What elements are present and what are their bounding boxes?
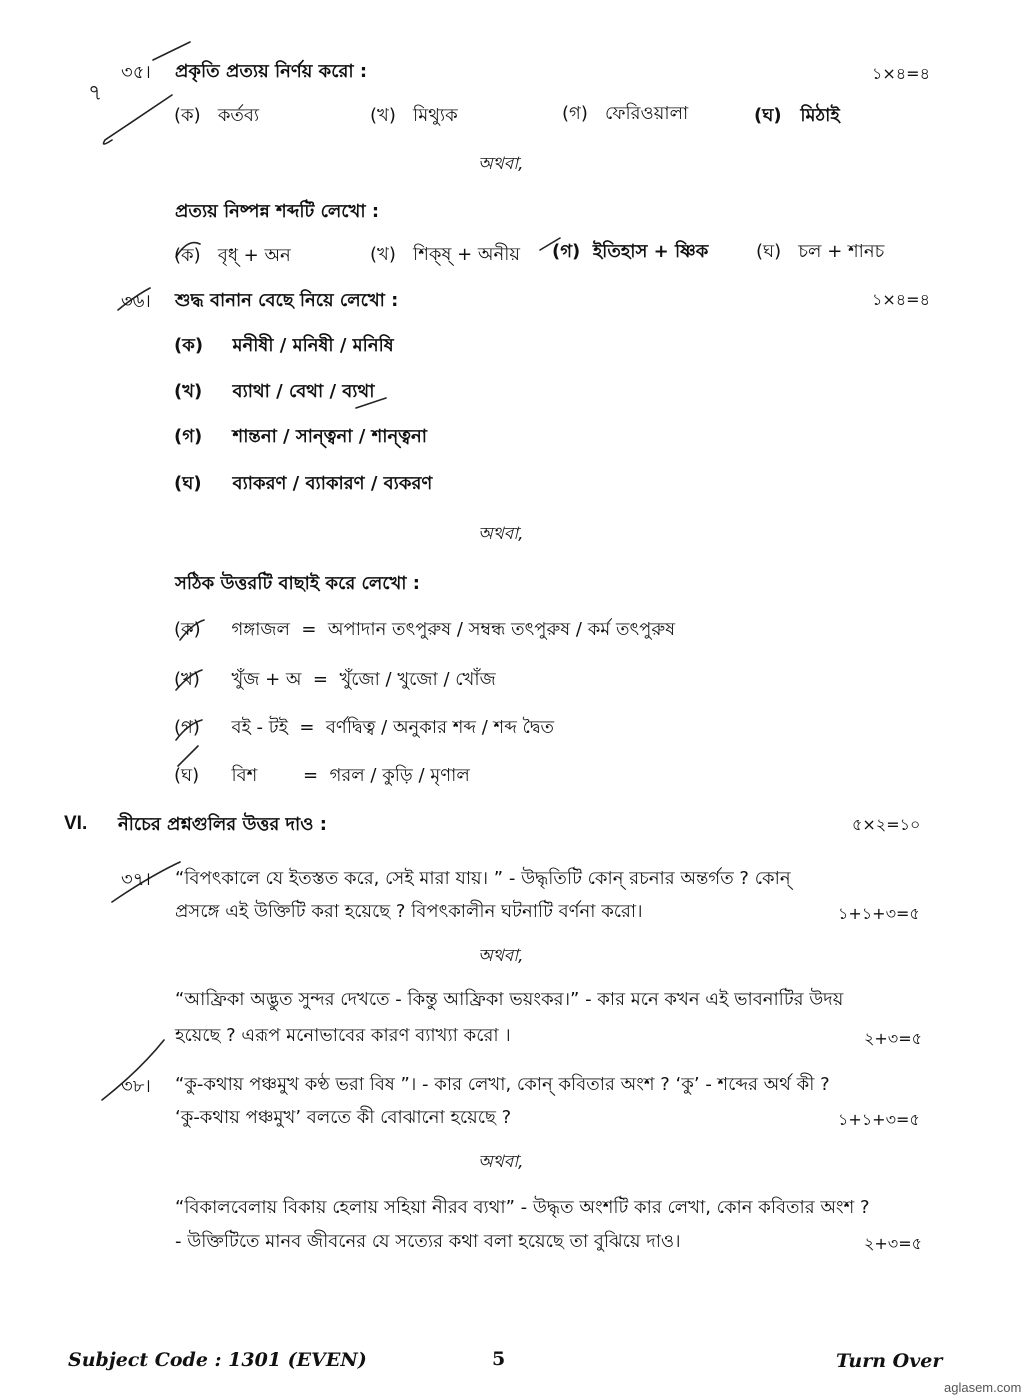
q35-alt-option-gha: (ঘ) চল + শানচ [756,241,885,262]
q36-option-ka: (ক) মনীষী / মনিষী / মনিষি [174,335,394,356]
question-number-36: ৩৬। [121,291,151,312]
q36-option-kha: (খ) ব্যাথা / বেথা / ব্যথা [174,381,375,402]
q36-alt-option-gha: (ঘ) বিশ = গরল / কুড়ি / মৃণাল [174,765,470,786]
page-number: 5 [492,1348,506,1370]
question-38-line-1: “কু-কথায় পঞ্চমুখ কণ্ঠ ভরা বিষ ”। - কার লেখা, কোন্ কবিতার অংশ ? ‘কু’ - শব্দের অর্থ কী ? [175,1074,830,1095]
or-divider-38: অথবা, [478,1152,524,1172]
question-36-alt-prompt: সঠিক উত্তরটি বাছাই করে লেখো : [175,573,420,594]
question-36-prompt: শুদ্ধ বানান বেছে নিয়ে লেখো : [175,290,399,311]
q35-option-kha: (খ) মিথ্যুক [370,105,458,126]
question-35-alt-prompt: প্রত্যয় নিষ্পন্ন শব্দটি লেখো : [175,201,380,222]
question-37-alt-line-2: হয়েছে ? এরূপ মনোভাবের কারণ ব্যাখ্যা করো । [175,1025,511,1046]
question-35-marks: ১×৪=৪ [872,64,930,83]
subject-code: Subject Code : 1301 (EVEN) [68,1349,367,1371]
question-35-prompt: প্রকৃতি প্রত্যয় নির্ণয় করো : [175,61,368,82]
section-vi-prompt: নীচের প্রশ্নগুলির উত্তর দাও : [118,814,327,835]
question-38-marks: ১+১+৩=৫ [838,1110,920,1129]
question-37-alt-line-1: “আফ্রিকা অদ্ভুত সুন্দর দেখতে - কিন্তু আফ্রিকা ভয়ংকর।” - কার মনে কখন এই ভাবনাটির উদয় [175,989,844,1010]
question-37-marks: ১+১+৩=৫ [838,904,920,923]
question-38-alt-marks: ২+৩=৫ [864,1234,923,1253]
question-37-line-2: প্রসঙ্গে এই উক্তিটি করা হয়েছে ? বিপৎকালীন ঘটনাটি বর্ণনা করো। [175,901,643,922]
question-38-alt-line-1: “বিকালবেলায় বিকায় হেলায় সহিয়া নীরব ব্যথা” - উদ্ধৃত অংশটি কার লেখা, কোন কবিতার অংশ ? [175,1197,870,1218]
question-37-alt-marks: ২+৩=৫ [864,1029,923,1048]
or-divider-35: অথবা, [478,154,524,174]
q35-alt-option-ga: (গ) ইতিহাস + ষ্ণিক [552,241,709,262]
question-number-38: ৩৮। [121,1076,151,1097]
q36-option-gha: (ঘ) ব্যাকরণ / ব্যাকারণ / ব্যকরণ [174,473,433,494]
question-37-line-1: “বিপৎকালে যে ইতস্তত করে, সেই মারা যায়। ” - উদ্ধৃতিটি কোন্ রচনার অন্তর্গত ? কোন্ [175,868,791,889]
turn-over: Turn Over [836,1350,943,1372]
watermark: aglasem.com [944,1380,1022,1395]
q36-alt-option-ka: (ক) গঙ্গাজল = অপাদান তৎপুরুষ / সম্বন্ধ তৎপুরুষ / কর্ম তৎপুরুষ [174,619,676,640]
q35-option-gha: (ঘ) মিঠাই [754,105,840,126]
q35-option-ka: (ক) কর্তব্য [174,105,260,126]
section-vi-number: VI. [64,813,88,834]
question-38-line-2: ‘কু-কথায় পঞ্চমুখ’ বলতে কী বোঝানো হয়েছে ? [175,1107,512,1128]
question-38-alt-line-2: - উক্তিটিতে মানব জীবনের যে সত্যের কথা বলা হয়েছে তা বুঝিয়ে দাও। [175,1231,681,1252]
q36-option-ga: (গ) শান্তনা / সান্ত্বনা / শান্ত্বনা [174,426,428,447]
question-number-35: ৩৫। [121,62,151,83]
q36-alt-option-ga: (গ) বই - টই = বর্ণদ্বিত্ব / অনুকার শব্দ / শব্দ দ্বৈত [174,717,555,738]
q35-alt-option-kha: (খ) শিক্ষ্ + অনীয় [370,244,520,265]
marginal-score: ৭ [88,81,103,106]
q35-alt-option-ka: (ক) বৃধ্ + অন [174,245,291,266]
question-36-marks: ১×৪=৪ [872,290,930,309]
question-number-37: ৩৭। [121,869,151,890]
q35-option-ga: (গ) ফেরিওয়ালা [562,103,689,124]
section-vi-marks: ৫×২=১০ [852,815,921,834]
or-divider-37: অথবা, [478,946,524,966]
q36-alt-option-kha: (খ) খুঁজ + অ = খুঁজো / খুজো / খোঁজ [174,669,496,690]
or-divider-36: অথবা, [478,524,524,544]
